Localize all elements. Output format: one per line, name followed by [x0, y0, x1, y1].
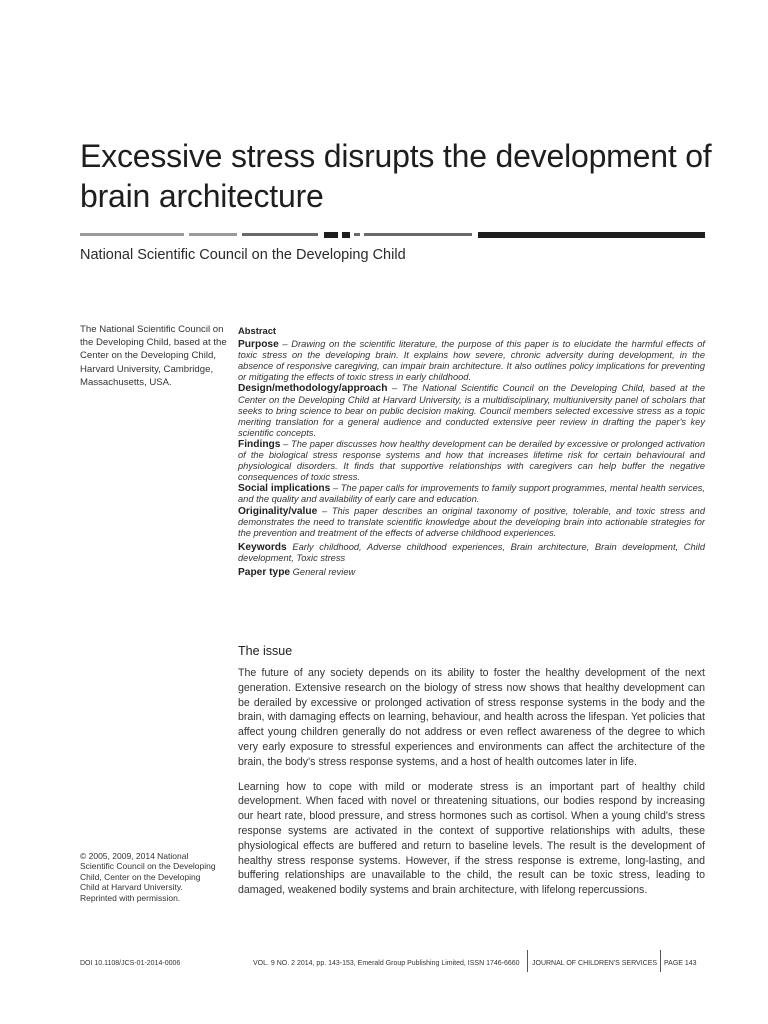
- abstract-design: [238, 383, 705, 438]
- footer-divider: [660, 950, 661, 972]
- rule-segment: [478, 232, 705, 238]
- abstract-findings: [238, 439, 705, 483]
- abstract-label: Keywords: [238, 541, 287, 553]
- rule-segment: [189, 233, 237, 236]
- abstract-label: Design/methodology/approach: [238, 383, 388, 395]
- rule-segment: [80, 233, 184, 236]
- footer-citation: VOL. 9 NO. 2 2014, pp. 143-153, Emerald Group Publishing Limited, ISSN 1746-6660: [253, 960, 520, 967]
- abstract-paper-type: [238, 567, 705, 578]
- author-affiliation: The National Scientific Council on the Developing Child, based at the Center on the Developing Child, Harvard University, Cambridge, Massachusetts, USA.: [80, 324, 227, 388]
- article-title: Excessive stress disrupts the development of brain architecture: [80, 138, 712, 214]
- rule-segment: [342, 232, 350, 238]
- abstract-label: Findings: [238, 438, 281, 450]
- abstract-text: Early childhood, Adverse childhood experiences, Brain architecture, Brain development, Child development, Toxic stress: [238, 541, 705, 563]
- rule-segment: [364, 233, 472, 236]
- author-line: National Scientific Council on the Developing Child: [80, 247, 406, 263]
- abstract-block: [238, 325, 705, 578]
- abstract-text: – The paper calls for improvements to family support programmes, mental health services, and the quality and availability of early care and education.: [238, 483, 705, 505]
- abstract-text: – Drawing on the scientific literature, the purpose of this paper is to elucidate the harmful effects of toxic stress on the developing brain. It explains how severe, chronic adversity during development, in the absence of responsive caregiving, can impair brain architecture. It also outlines policy implications for preventing or mitigating the effects of toxic stress in early childhood.: [238, 339, 705, 383]
- rule-segment: [324, 232, 338, 238]
- abstract-keywords: [238, 542, 705, 564]
- abstract-label: Paper type: [238, 566, 291, 578]
- abstract-label: Social implications: [238, 483, 331, 495]
- abstract-originality: [238, 506, 705, 539]
- body-text: [238, 666, 705, 908]
- rule-segment: [354, 233, 360, 236]
- abstract-text: General review: [290, 566, 356, 577]
- rule-segment: [242, 233, 318, 236]
- footer-doi: DOI 10.1108/JCS-01-2014-0006: [80, 960, 181, 967]
- footer-page-number: PAGE 143: [664, 960, 697, 967]
- footer-divider: [527, 950, 528, 972]
- footer-journal: JOURNAL OF CHILDREN'S SERVICES: [532, 960, 658, 967]
- body-paragraph: Learning how to cope with mild or moderate stress is an important part of healthy child development. When faced with novel or threatening situations, our bodies respond by increasing our heart rate, blood pressure, and stress hormones such as cortisol. When a young child's stress response systems are activated in the context of supportive relationships with adults, these physiological effects are buffered and return to baseline levels. The result is the development of healthy stress response systems. However, if the stress response is extreme, long-lasting, and buffering relationships are unavailable to the child, the result can be toxic stress, leading to damaged, weakened bodily systems and brain architecture, with lifelong repercussions.: [238, 780, 705, 897]
- abstract-purpose: [238, 339, 705, 383]
- section-heading: The issue: [238, 644, 293, 658]
- copyright-notice: © 2005, 2009, 2014 National Scientific Council on the Developing Child, Center on the Developing Child at Harvard University. Reprinted with permission.: [80, 851, 216, 903]
- abstract-text: – This paper describes an original taxonomy of positive, tolerable, and toxic stress and demonstrates the need to translate scientific knowledge about the developing brain into actionable strategies for the prevention and treatment of the effects of adverse childhood experiences.: [238, 505, 705, 538]
- abstract-heading: Abstract: [238, 325, 277, 336]
- abstract-label: Purpose: [238, 339, 279, 351]
- abstract-label: Originality/value: [238, 505, 318, 517]
- body-paragraph: The future of any society depends on its ability to foster the healthy development of the next generation. Extensive research on the biology of stress now shows that healthy development can be derailed by excessive or prolonged activation of stress response systems in the body and the brain, with damaging effects on learning, behaviour, and health across the lifespan. Yet policies that affect young children generally do not address or even reflect awareness of the degree to which very early exposure to stressful experiences and environments can affect the architecture of the brain, the body's stress response systems, and a host of health outcomes later in life.: [238, 667, 705, 768]
- abstract-text: – The National Scientific Council on the Developing Child, based at the Center on the Developing Child at Harvard University, is a multidisciplinary, multiuniversity panel of scholars that seeks to bring science to bear on public decision making. Council members selected excessive stress as a topic meriting translation for a general audience and conducted extensive peer review in drafting the paper's key scientific concepts.: [238, 383, 705, 438]
- abstract-social: [238, 483, 705, 505]
- abstract-text: – The paper discusses how healthy development can be derailed by excessive or prolonged activation of the biological stress response systems and how that increases lifetime risk for certain behavioural and physiological disorders. It finds that supportive relationships with caregivers can help buffer the negative consequences of toxic stress.: [238, 438, 705, 483]
